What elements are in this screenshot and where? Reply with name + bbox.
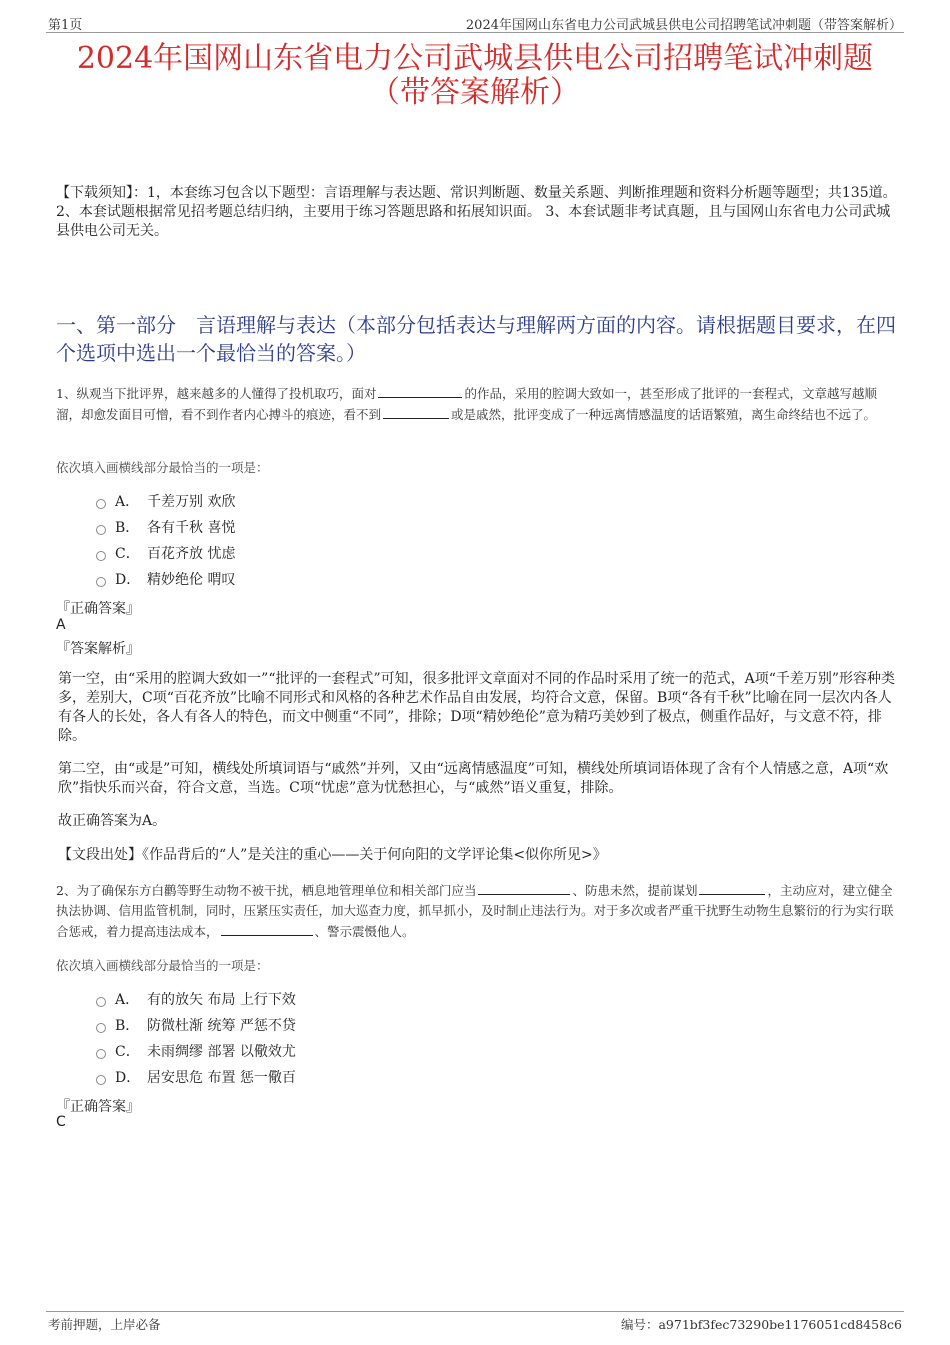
radio-icon[interactable] xyxy=(96,1075,106,1085)
document-title-line2: （带答案解析） xyxy=(370,75,580,110)
question-1-instruction: 依次填入画横线部分最恰当的一项是： xyxy=(56,460,269,475)
question-2-option-b[interactable]: B． 防微杜渐 统筹 严惩不贷 xyxy=(96,1012,296,1038)
question-1-analysis-para-3: 故正确答案为A。 xyxy=(58,813,167,829)
question-1-option-a[interactable]: A． 千差万别 欢欣 xyxy=(96,488,235,514)
question-2-option-d[interactable]: D． 居安思危 布置 惩一儆百 xyxy=(96,1064,296,1090)
question-2-blank-3 xyxy=(221,921,313,936)
question-2-answer: C xyxy=(56,1114,66,1130)
question-2-blank-1 xyxy=(478,880,570,895)
document-title xyxy=(40,42,910,110)
question-1-source: 【文段出处】《作品背后的“人”是关注的重心——关于何向阳的文学评论集<似你所见>》 xyxy=(58,847,607,863)
footer-slogan: 考前押题，上岸必备 xyxy=(48,1317,161,1332)
footer-serial: 编号：a971bf3fec73290be1176051cd8458c6 xyxy=(620,1317,902,1332)
section-title: 一、第一部分 言语理解与表达（本部分包括表达与理解两方面的内容。请根据题目要求，在四个选项中选出一个最恰当的答案。） xyxy=(56,313,896,365)
question-1-answer-label: 『正确答案』 xyxy=(56,601,140,617)
header-doc-name: 2024年国网山东省电力公司武城县供电公司招聘笔试冲刺题（带答案解析） xyxy=(465,18,902,33)
question-1-option-b[interactable]: B． 各有千秋 喜悦 xyxy=(96,514,235,540)
page-header xyxy=(46,14,904,33)
question-1-option-d[interactable]: D． 精妙绝伦 喟叹 xyxy=(96,566,235,592)
radio-icon[interactable] xyxy=(96,577,106,587)
question-1-blank-2 xyxy=(383,404,449,419)
question-2-text: 2、为了确保东方白鹳等野生动物不被干扰，栖息地管理单位和相关部门应当 、防患未然，提前谋划 ，主动应对，建立健全执法协调、信用监管机制，同时，压紧压实责任，加大巡查力度，抓早抓小，及时制止违法行为。对于多次或者严重干扰野生动物生息繁衍的行为实行联合惩戒，着力提高违法成本， 、警示震慑他人。 xyxy=(56,880,898,942)
question-1-blank-1 xyxy=(378,383,462,398)
question-1-options xyxy=(96,488,235,592)
question-1-analysis-para-1: 第一空，由“采用的腔调大致如一”“批评的一套程式”可知，很多批评文章面对不同的作品时采用了统一的范式，A项“千差万别”形容种类多，差别大，C项“百花齐放”比喻不同形式和风格的各种艺术作品自由发展，均符合文意，保留。B项“各有千秋”比喻在同一层次内各人有各人的长处，各人有各人的特色，而文中侧重“不同”，排除；D项“精妙绝伦”意为精巧美妙到了极点，侧重作品好，与文意不符，排除。 xyxy=(58,671,896,744)
question-1-answer: A xyxy=(56,617,66,633)
radio-icon[interactable] xyxy=(96,1049,106,1059)
question-1-analysis-label: 『答案解析』 xyxy=(56,641,140,657)
question-1-analysis-para-2: 第二空，由“或是”可知，横线处所填词语与“戚然”并列，又由“远离情感温度”可知，横线处所填词语体现了含有个人情感之意，A项“欢欣”指快乐而兴奋，符合文意，当选。C项“忧虑”意为忧愁担心，与“戚然”语义重复，排除。 xyxy=(58,761,889,796)
question-1-option-c[interactable]: C． 百花齐放 忧虑 xyxy=(96,540,235,566)
radio-icon[interactable] xyxy=(96,551,106,561)
question-2-option-c[interactable]: C． 未雨绸缪 部署 以儆效尤 xyxy=(96,1038,296,1064)
question-2-blank-2 xyxy=(699,880,765,895)
question-2-option-a[interactable]: A． 有的放矢 布局 上行下效 xyxy=(96,986,296,1012)
radio-icon[interactable] xyxy=(96,525,106,535)
document-title-line1: 2024年国网山东省电力公司武城县供电公司招聘笔试冲刺题 xyxy=(76,41,874,76)
radio-icon[interactable] xyxy=(96,1023,106,1033)
radio-icon[interactable] xyxy=(96,997,106,1007)
question-2-instruction: 依次填入画横线部分最恰当的一项是： xyxy=(56,958,269,973)
question-1-text: 1、纵观当下批评界，越来越多的人懂得了投机取巧，面对 的作品，采用的腔调大致如一，甚至形成了批评的一套程式，文章越写越顺溜，却愈发面目可憎，看不到作者内心搏斗的痕迹，看不到 或是戚然，批评变成了一种远离情感温度的话语繁殖，离生命终结也不远了。 xyxy=(56,383,898,425)
page-number: 第1页 xyxy=(48,18,83,33)
question-2-options xyxy=(96,986,296,1090)
download-notice: 【下载须知】：1，本套练习包含以下题型：言语理解与表达题、常识判断题、数量关系题、判断推理题和资料分析题等题型；共135道。 2、本套试题根据常见招考题总结归纳，主要用于练习答题思路和拓展知识面。 3、本套试题非考试真题，且与国网山东省电力公司武城县供电公司无关。 xyxy=(56,185,897,239)
page-footer xyxy=(46,1311,904,1332)
question-2-answer-label: 『正确答案』 xyxy=(56,1099,140,1115)
radio-icon[interactable] xyxy=(96,499,106,509)
